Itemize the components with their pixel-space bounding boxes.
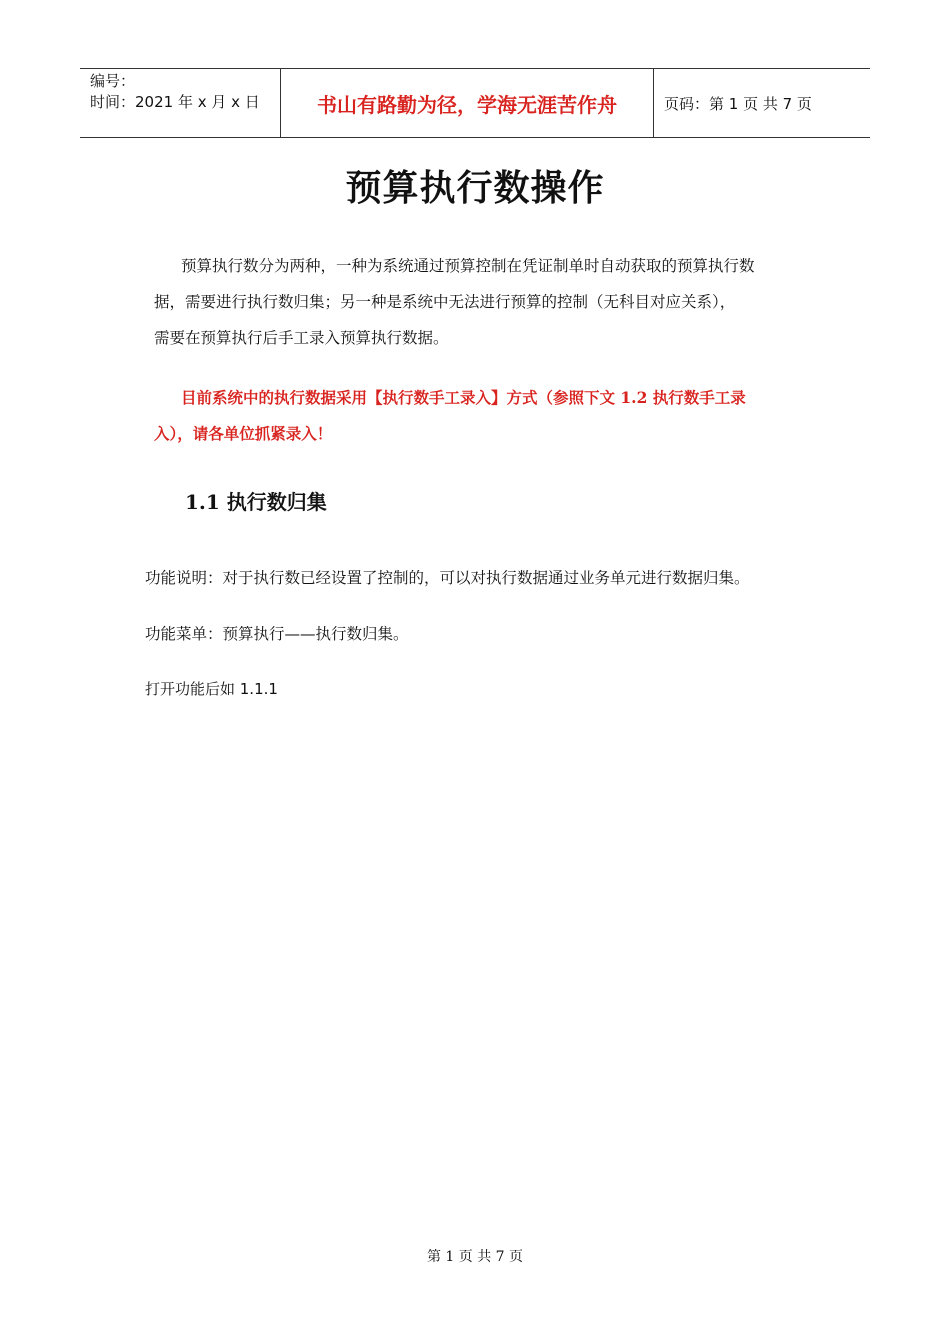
document-time-label: 时间：2021 年 x 月 x 日 (90, 93, 260, 111)
header-meta-cell (80, 69, 281, 137)
section-heading: 1.1 执行数归集 (185, 490, 327, 514)
header-motto: 书山有路勤为径，学海无涯苦作舟 (281, 69, 654, 137)
notice-line: 目前系统中的执行数据采用【执行数手工录入】方式（参照下文 1.2 执行数手工录 (181, 388, 746, 407)
intro-line: 预算执行数分为两种，一种为系统通过预算控制在凭证制单时自动获取的预算执行数 (181, 257, 755, 275)
intro-line: 据，需要进行执行数归集；另一种是系统中无法进行预算的控制（无科目对应关系）， (154, 293, 736, 311)
document-number-label: 编号： (90, 72, 136, 90)
header-table (80, 68, 870, 138)
document-title: 预算执行数操作 (345, 167, 605, 209)
function-menu: 功能菜单：预算执行——执行数归集。 (145, 625, 409, 643)
function-description: 功能说明：对于执行数已经设置了控制的，可以对执行数据通过业务单元进行数据归集。 (145, 569, 750, 587)
notice-paragraph (154, 380, 814, 452)
header-page-info: 页码：第 1 页 共 7 页 (664, 94, 812, 113)
page-footer: 第 1 页 共 7 页 (426, 1249, 524, 1265)
intro-line: 需要在预算执行后手工录入预算执行数据。 (154, 329, 449, 347)
function-open-note: 打开功能后如 1.1.1 (145, 680, 278, 698)
intro-paragraph (154, 248, 814, 356)
notice-line: 入），请各单位抓紧录入！ (154, 424, 333, 443)
